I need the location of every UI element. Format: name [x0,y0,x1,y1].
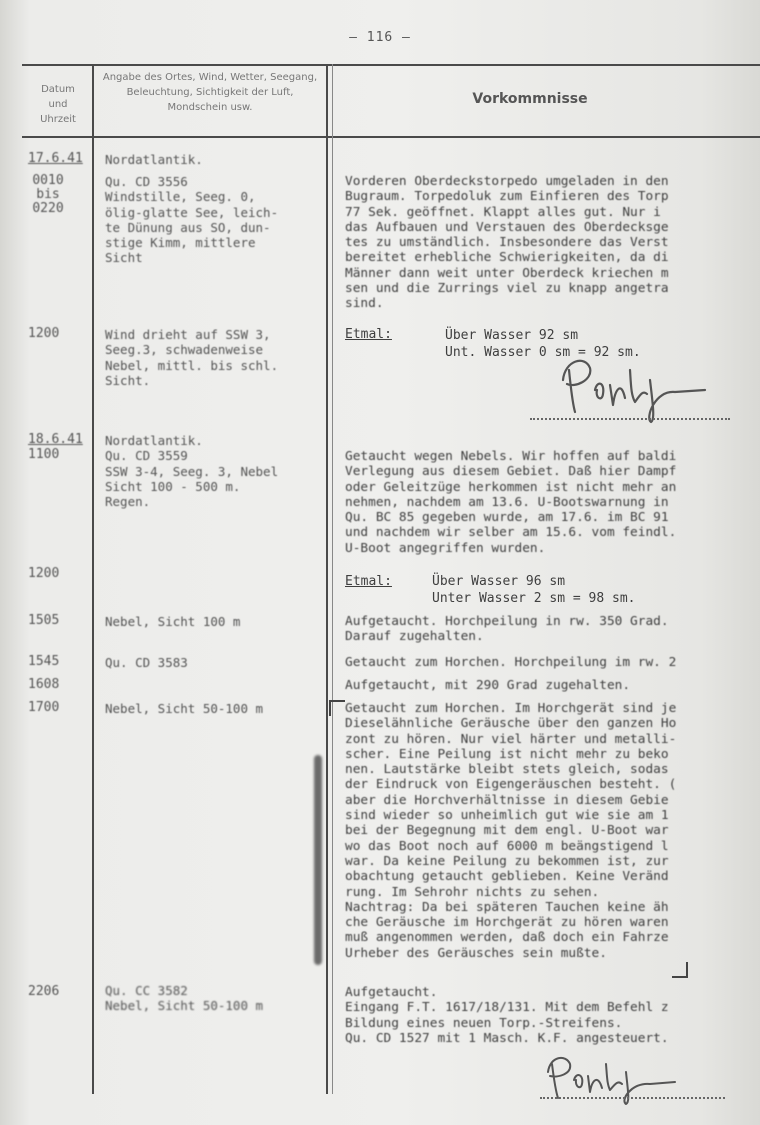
entry-conditions: Nebel, Sicht 50-100 m [105,701,264,716]
entry-time: 2206 [28,984,60,999]
header-top-rule [22,64,760,66]
entry-events: Vorderen Oberdeckstorpedo umgeladen in den Bugraum. Torpedoluk zum Einfieren des Torp 77 Sek. geöffnet. Klappt alles gut. Nur i das Aufbauen und Verstauen des Oberdecksge tes zu umständlich. Insbesondere das Verst bereitet erhebliche Schwierigkeiten, da di Männer dann weit unter Oberdeck kriechen m sen und die Zurrings viel zu knapp angetra sind. [345,174,669,312]
etmal-line-2: Unter Wasser 2 sm = 98 sm. [432,591,636,606]
etmal-values [432,573,636,607]
entry-conditions: Wind drieht auf SSW 3, Seeg.3, schwadenweise Nebel, mittl. bis schl. Sicht. [105,327,279,388]
etmal-block [345,574,392,590]
etmal-label: Etmal: [345,574,392,589]
header-date-time [24,82,92,127]
entry-time: 1700 [28,700,60,715]
signature-dotted-line [540,1097,725,1099]
entry-time: 1200 [28,326,60,341]
entry-events: Getaucht zum Horchen. Horchpeilung im rw. 2 [345,655,677,670]
header-events: Vorkommnisse [472,91,588,107]
entry-events: Aufgetaucht. Eingang F.T. 1617/18/131. Mit dem Befehl z Bildung eines neuen Torp.-Streifens. Qu. CD 1527 mit 1 Masch. K.F. angesteuert. [345,985,669,1046]
entry-events: Getaucht wegen Nebels. Wir hoffen auf baldi Verlegung aus diesem Gebiet. Daß hier Dampf oder Geleitzüge herkommen ist nicht mehr an nehmen, nachdem am 13.6. U-Bootswarnung in Qu. BC 85 gegeben wurde, am 17.6. im BC 91 und nachdem wir selber am 15.6. vom feindl. U-Boot angegriffen wurden. [345,449,677,556]
bracket-close-mark [672,962,688,978]
entry-conditions: Qu. CD 3583 [105,655,188,670]
entry-events: Aufgetaucht. Horchpeilung in rw. 350 Grad. Darauf zugehalten. [345,614,669,645]
entry-conditions: Nordatlantik. Qu. CD 3559 SSW 3-4, Seeg. 3, Nebel Sicht 100 - 500 m. Regen. [105,433,279,510]
column-divider-1 [92,64,94,1094]
entry-events: Aufgetaucht, mit 290 Grad zugehalten. [345,678,631,693]
header-time-line: Uhrzeit [40,114,76,125]
entry-time: 0010 bis 0220 [32,173,64,216]
entry-conditions: Nebel, Sicht 100 m [105,614,241,629]
etmal-block [345,327,392,343]
entry-time: 1505 [28,613,60,628]
entry-time: 1608 [28,677,60,692]
entry-events: Getaucht zum Horchen. Im Horchgerät sind je Dieselähnliche Geräusche über den ganzen Ho zont zu hören. Nur viel härter und metalli- scher. Eine Peilung ist nicht mehr zu beko nen. Lautstärke bleibt stets gleich, sodas der Eindruck von Eigengeräuschen besteht. ( aber die Horchverhältnisse in diesem Gebie sind wieder so unheimlich gut wie sie am 1 bei der Begegnung mit dem engl. U-Boot war wo das Boot noch auf 6000 m beängstigend l war. Da keine Peilung zu bekommen ist, zur obachtung getaucht geblieben. Keine Veränd rung. Im Sehrohr nichts zu sehen. Nachtrag: Da bei späteren Tauchen keine äh che Geräusche im Horchgerät zu hören waren muß angenommen werden, daß doch ein Fahrze Urheber des Geräusches sein mußte. [345,701,677,961]
pencil-margin-mark [314,755,322,965]
entry-date: 18.6.41 [28,432,83,447]
etmal-line-2: Unt. Wasser 0 sm = 92 sm. [445,345,641,360]
entry-conditions: Qu. CD 3556 Windstille, Seeg. 0, ölig-glatte See, leich- te Dünung aus SO, dun- stige Kimm, mittlere Sicht [105,174,279,266]
etmal-line-1: Über Wasser 92 sm [445,328,579,343]
header-date-line: Datum [41,84,75,95]
etmal-line-1: Über Wasser 96 sm [432,574,566,589]
handwritten-signature [555,350,725,425]
bracket-open-mark [329,700,345,716]
header-conditions: Angabe des Ortes, Wind, Wetter, Seegang, Beleuchtung, Sichtigkeit der Luft, Mondschein usw. [102,72,318,113]
entry-time: 1545 [28,654,60,669]
column-divider-2b [332,64,333,1094]
header-und-line: und [48,99,68,110]
entry-time: 1100 [28,447,60,462]
entry-time: 1200 [28,566,60,581]
signature-dotted-line [530,418,730,420]
entry-date: 17.6.41 [28,151,83,166]
entry-conditions: Qu. CC 3582 Nebel, Sicht 50-100 m [105,983,264,1014]
page-number: — 116 — [349,30,411,45]
entry-conditions: Nordatlantik. [105,152,203,167]
header-bottom-rule [22,136,760,138]
etmal-label: Etmal: [345,327,392,342]
